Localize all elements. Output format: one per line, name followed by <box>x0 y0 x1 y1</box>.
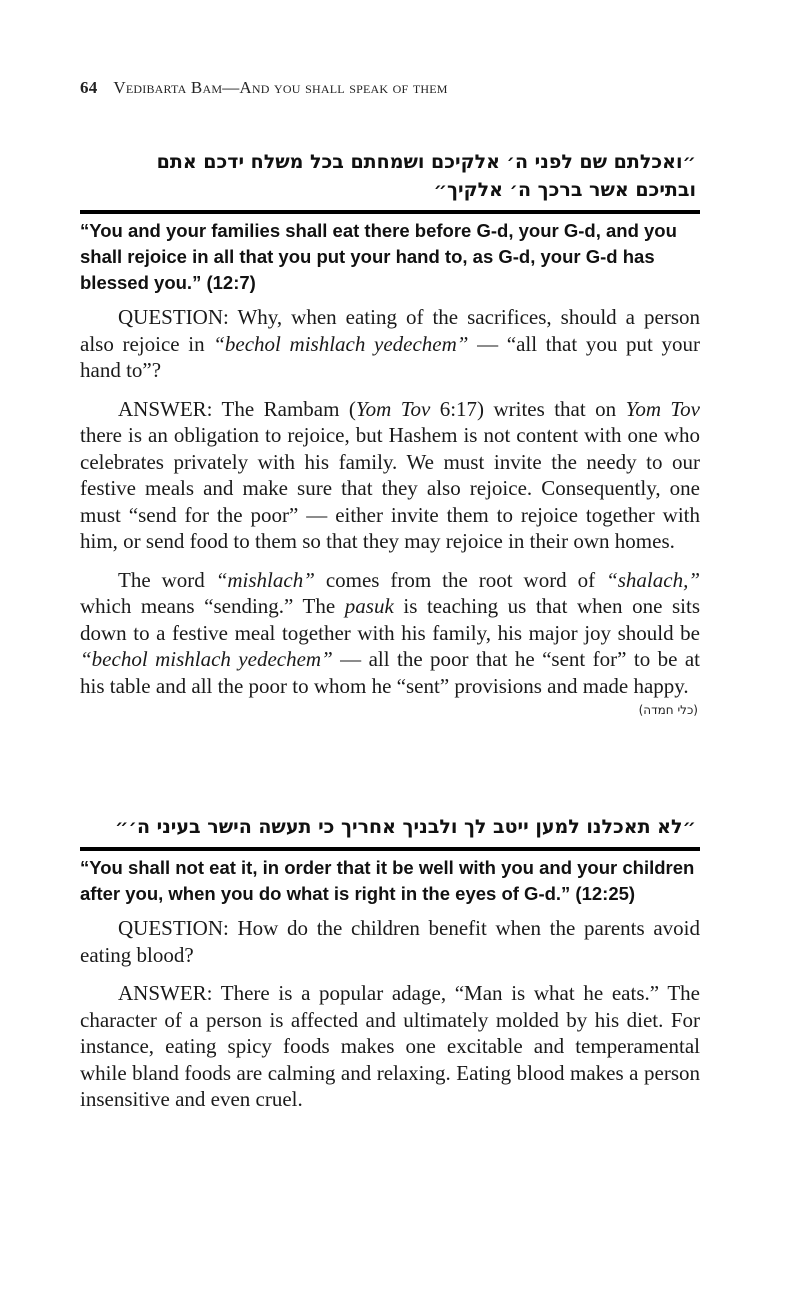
verse-translation: “You and your families shall eat there before G-d, your G-d, and you shall rejoice in all that you put your hand to, as G-d, your G-d has blessed you.” (12:7) <box>80 220 677 293</box>
explanation-paragraph: The word “mishlach” comes from the root word of “shalach,” which means “sending.” The pasuk is teaching us that when one sits down to a festive meal together with his family, his major joy should be “bechol mishlach yedechem” — all the poor that he “sent for” to be at his table and all the poor to whom he “sent” provisions and made happy. <box>80 567 701 698</box>
answer-paragraph: ANSWER: There is a popular adage, “Man is what he eats.” The character of a person is affected and ultimately molded by his diet. For instance, eating spicy foods makes one excitable and temperamental while bland foods are calming and relaxing. Eating blood makes a person insensitive and even cruel. <box>80 981 700 1111</box>
hebrew-verse-line: ״ואכלתם שם לפני ה׳ אלקיכם ושמחתם בכל משלח ידכם אתם <box>156 151 696 173</box>
divider-rule <box>80 210 700 214</box>
section-verse-12-25 <box>80 813 700 1113</box>
hebrew-verse <box>80 148 700 204</box>
divider-rule <box>80 847 700 851</box>
question-paragraph: QUESTION: How do the children benefit when the parents avoid eating blood? <box>80 916 700 967</box>
question-paragraph: QUESTION: Why, when eating of the sacrifices, should a person also rejoice in “bechol mishlach yedechem” — “all that you put your hand to”? <box>80 305 700 382</box>
hebrew-verse-line: ובתיכם אשר ברכך ה׳ אלקיך״ <box>433 179 696 201</box>
page-number: 64 <box>80 78 98 97</box>
hebrew-verse-line: ״לא תאכלנו למען ייטב לך ולבניך אחריך כי תעשה הישר בעיני ה׳״ <box>115 816 696 838</box>
answer-paragraph: ANSWER: The Rambam (Yom Tov 6:17) writes that on Yom Tov there is an obligation to rejoice, but Hashem is not content with one who celebrates privately with his family. We must invite the needy to our festive meals and make sure that they also rejoice. Consequently, one must “send for the poor” — either invite them to rejoice together with him, or send food to them so that they may rejoice in their own homes. <box>80 396 700 553</box>
verse-translation: “You shall not eat it, in order that it be well with you and your children after you, when you do what is right in the eyes of G-d.” (12:25) <box>80 857 695 904</box>
hebrew-verse <box>80 813 700 841</box>
running-title: Vedibarta Bam—And you shall speak of them <box>113 78 448 97</box>
section-verse-12-7 <box>80 148 700 717</box>
source-citation: (כלי חמדה) <box>638 703 698 717</box>
running-head <box>80 78 720 98</box>
